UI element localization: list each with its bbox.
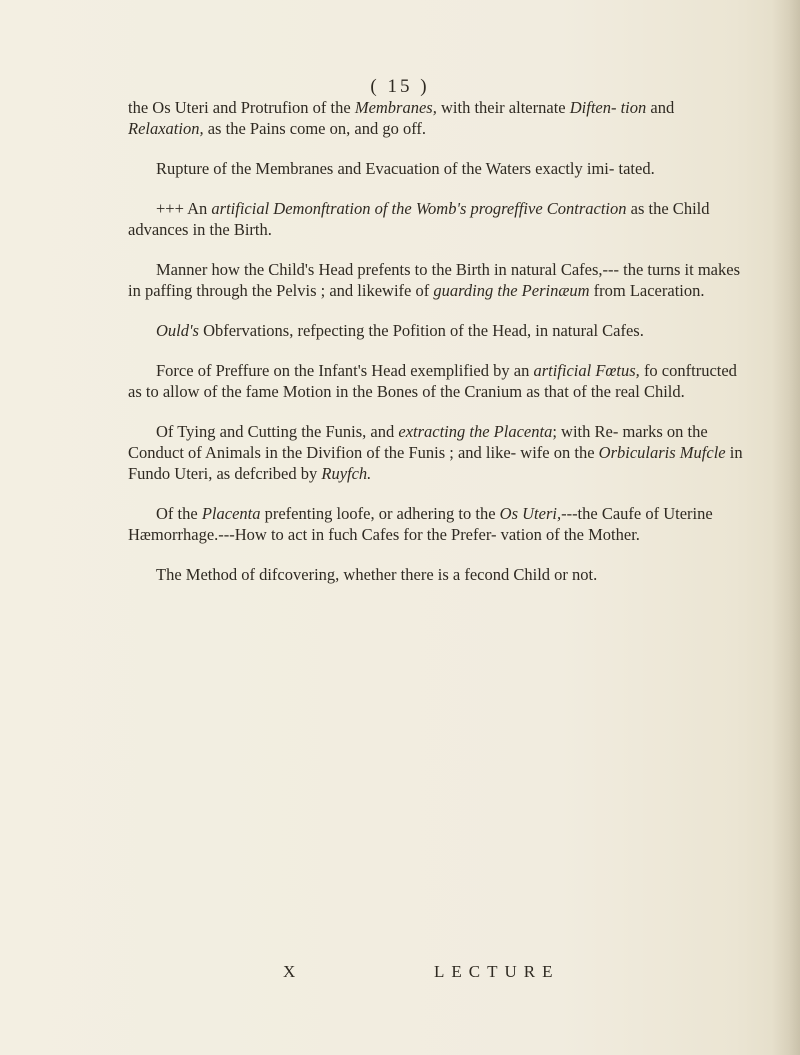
italic-text: artificial Demonftration of the Womb's progreffive Contraction: [211, 199, 627, 218]
page-number: ( 15 ): [370, 76, 430, 97]
italic-text: guarding the Perinæum: [433, 281, 590, 300]
paragraph: [128, 320, 746, 341]
paragraph: [128, 564, 746, 585]
text-run: Force of Preffure on the Infant's Head exemplified by an: [156, 361, 534, 380]
text-run: Manner how the Child's Head prefents to the Birth in natural Cafes,--- the turns it makes in paffing through the Pelvis ; and likewife of: [128, 260, 740, 300]
italic-text: Os Uteri,: [499, 504, 562, 523]
text-run: prefenting loofe, or adhering to the: [260, 504, 500, 523]
signature-mark: X: [283, 962, 296, 981]
text-run: Obfervations, refpecting the Pofition of the Head, in natural Cafes.: [198, 321, 644, 340]
paragraph: [128, 503, 746, 545]
paragraph: [128, 259, 746, 301]
italic-text: Orbicularis Mufcle: [598, 443, 726, 462]
text-run: Rupture of the Membranes and Evacuation of the Waters exactly imi- tated.: [156, 159, 655, 178]
text-run: the Os Uteri and Protrufion of the: [128, 98, 355, 117]
text-run: and: [646, 98, 675, 117]
italic-text: Relaxation,: [128, 119, 204, 138]
italic-text: Diften- tion: [569, 98, 647, 117]
text-run: Of the: [156, 504, 202, 523]
paragraph: [128, 421, 746, 484]
paragraph: [128, 97, 746, 139]
paragraph: [128, 198, 746, 240]
text-run: ---the Caufe of Uterine Hæmorrhage.---How to act in fuch Cafes for the Prefer- vation of the Mother.: [128, 504, 713, 544]
text-run: in Fundo Uteri, as defcribed by: [128, 443, 743, 483]
text-run: fo conftructed as to allow of the fame Motion in the Bones of the Cranium as that of the real Child.: [128, 361, 737, 401]
italic-text: Placenta: [201, 504, 261, 523]
italic-text: Ould's: [156, 321, 199, 340]
text-run: as the Child advances in the Birth.: [128, 199, 710, 239]
catchword: LECTURE: [434, 962, 560, 981]
paragraph: [128, 360, 746, 402]
text-run: Of Tying and Cutting the Funis, and: [156, 422, 399, 441]
italic-text: Ruyfch.: [321, 464, 372, 483]
text-run: from Laceration.: [589, 281, 705, 300]
italic-text: artificial Fœtus,: [533, 361, 640, 380]
text-run: with their alternate: [436, 98, 570, 117]
text-run: as the Pains come on, and go off.: [203, 119, 427, 138]
text-run: +++ An: [156, 199, 212, 218]
text-run: ; with Re- marks on the Conduct of Animals in the Divifion of the Funis ; and like- wife on the: [128, 422, 708, 462]
page-edge-shading: [772, 0, 800, 1055]
body-text: [128, 97, 746, 604]
text-run: The Method of difcovering, whether there is a fecond Child or not.: [156, 565, 598, 584]
paragraph: [128, 158, 746, 179]
footer-catchwords: [0, 962, 800, 984]
italic-text: Membranes,: [354, 98, 437, 117]
italic-text: extracting the Placenta: [398, 422, 553, 441]
